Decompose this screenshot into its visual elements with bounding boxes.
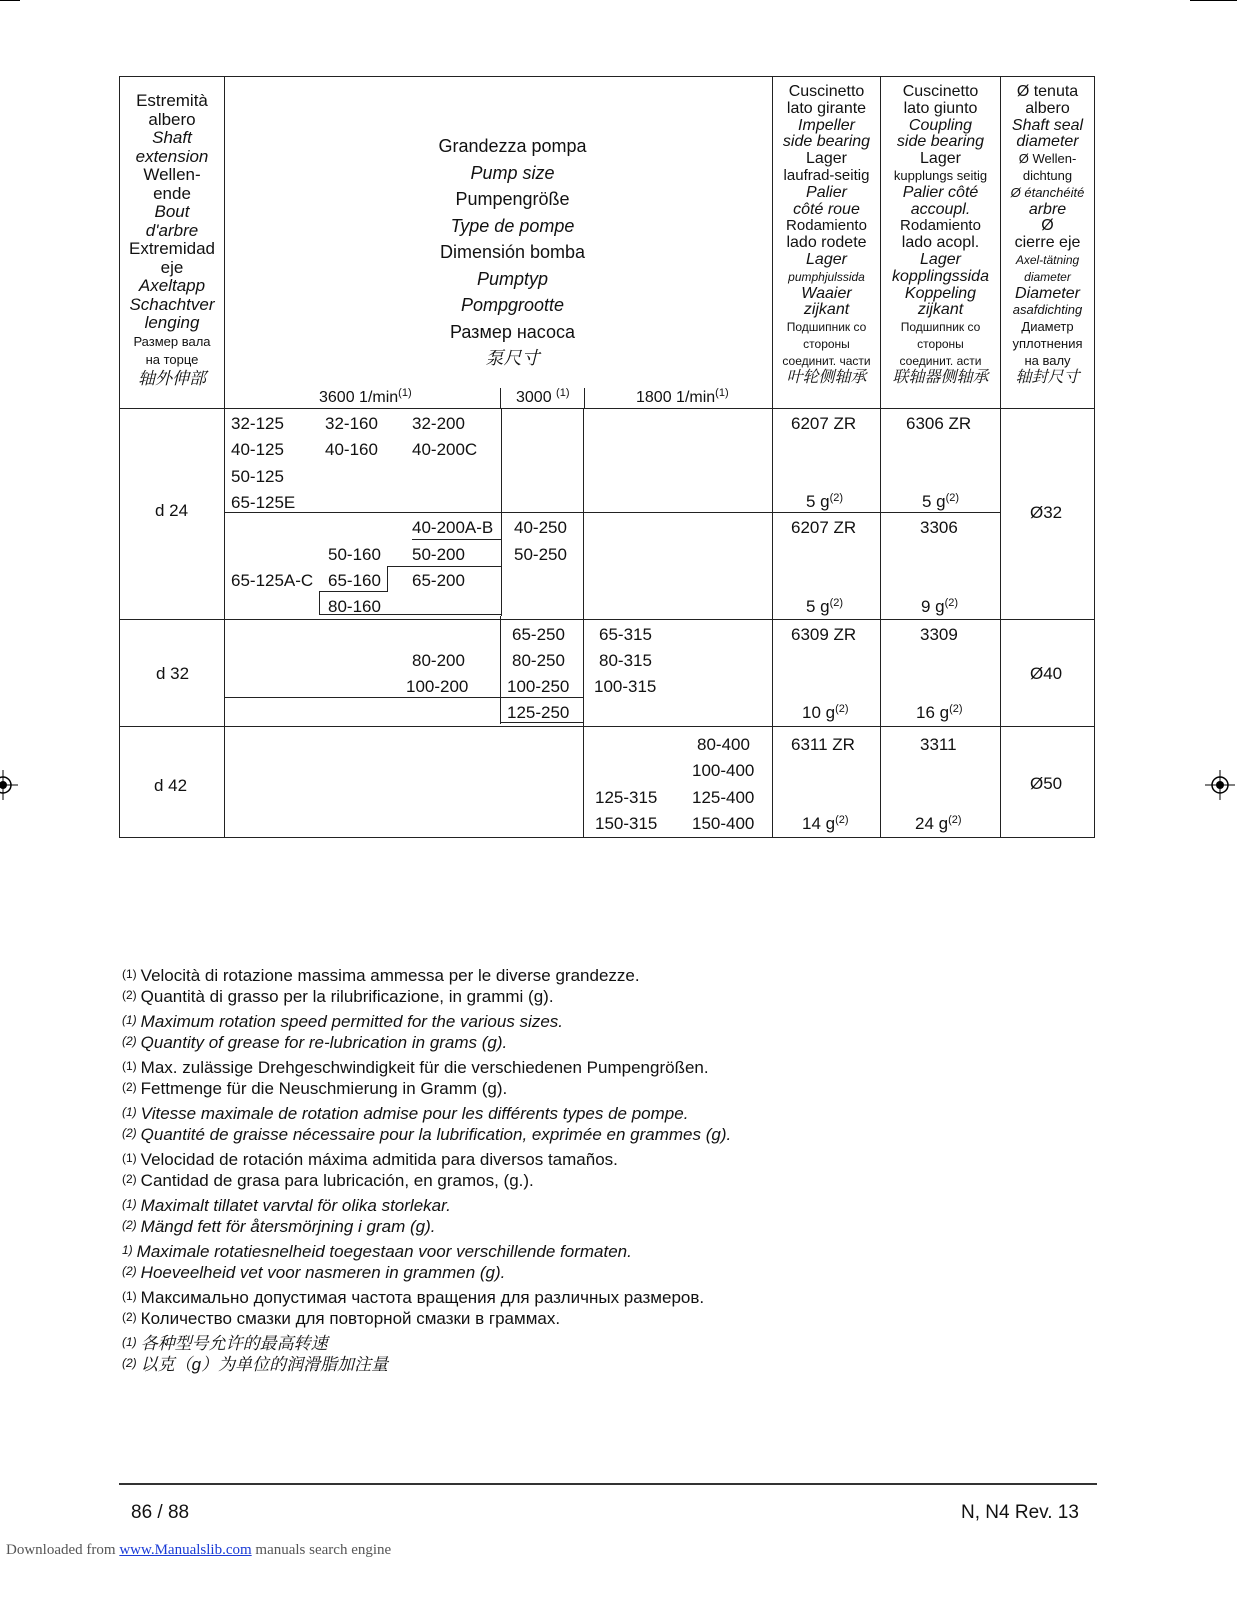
pump-size-cell: 65-315 [599, 625, 652, 644]
footnote-group-fr [122, 1102, 731, 1144]
header-shaft-extension: Estremità albero Shaft extension Wellen- ende Bout d'arbre Extremidad eje Axeltapp Schachtver lenging Размер вала на торце 轴外伸部 [129, 91, 215, 388]
footnote-line: (1) Maximalt tillatet varvtal för olika storlekar. [122, 1196, 451, 1215]
pump-size-cell: 32-200 [412, 414, 465, 433]
footnote-line: (1) Velocità di rotazione massima ammessa per le diverse grandezze. [122, 966, 640, 985]
header-pump-size: Grandezza pompa Pump size Pumpengröße Type de pompe Dimensión bomba Pumptyp Pompgrootte Размер насоса 泵尺寸 [438, 136, 587, 368]
pump-size-cell: 40-200A-B [412, 518, 494, 537]
document-revision: N, N4 Rev. 13 [961, 1502, 1079, 1523]
pump-size-cell: 32-160 [325, 414, 378, 433]
footnote-group-en [122, 1010, 731, 1052]
footnote-line: (2) Cantidad de grasa para lubricación, en gramos, (g.). [122, 1171, 534, 1190]
impeller-bearing-value: 6311 ZR [791, 735, 855, 754]
pump-size-cell: 80-200 [412, 651, 465, 670]
coupling-grease-value: 9 $g^{(2)}$ [921, 597, 959, 616]
download-credit-text: Downloaded from [6, 1542, 116, 1558]
footnote-group-es [122, 1148, 731, 1190]
pump-size-cell: 100-200 [406, 677, 469, 696]
impeller-bearing-value: 6207 ZR [791, 518, 857, 537]
footnote-line: (1) Максимально допустимая частота вращения для различных размеров. [122, 1288, 705, 1307]
pump-size-cell: 40-125 [231, 440, 284, 459]
footnote-line: (1) Vitesse maximale de rotation admise pour les différents types de pompe. [122, 1104, 689, 1123]
footnote-line: (2) Quantity of grease for re-lubrication in grams (g). [122, 1033, 508, 1052]
shaft-label-d24: d 24 [155, 501, 189, 520]
header-impeller-bearing: Cuscinetto lato girante Impeller side bearing Lager laufrad-seitig Palier côté roue Rodamiento lado rodete Lager pumphjulssida Waaier zijkant Подшипник со стороны соединит. части 叶轮侧轴承 [782, 83, 871, 386]
coupling-bearing-value: 6306 ZR [906, 414, 972, 433]
pump-size-cell: 65-250 [512, 625, 565, 644]
footnote-line: (2) Количество смазки для повторной смазки в граммах. [122, 1309, 561, 1328]
download-credit-engine: manuals search engine [255, 1542, 392, 1558]
impeller-grease-value: 5 $g^{(2)}$ [806, 492, 844, 511]
impeller-grease-value: 10 $g^{(2)}$ [802, 703, 849, 722]
footnote-line: (1) 各种型号允许的最高转速 [122, 1334, 328, 1353]
footnote-line: 1) Maximale rotatiesnelheid toegestaan voor verschillende formaten. [122, 1242, 632, 1261]
download-credit [6, 1542, 391, 1559]
header-speed-3600: 3600 $1/\min^{(1)}$ [319, 387, 412, 406]
footnotes [122, 964, 731, 1378]
impeller-grease-value: 5 $g^{(2)}$ [806, 597, 844, 616]
pump-size-cell: 50-250 [514, 545, 567, 564]
footnote-line: (2) Quantità di grasso per la rilubrificazione, in grammi (g). [122, 987, 554, 1006]
impeller-bearing-value: 6309 ZR [791, 625, 857, 644]
header-speed-1800: 1800 $1/\min^{(1)}$ [636, 387, 729, 406]
pump-size-cell: 150-400 [692, 814, 755, 833]
pump-size-cell: 100-400 [692, 761, 755, 780]
pump-size-cell: 100-250 [507, 677, 570, 696]
pump-size-cell: 150-315 [595, 814, 658, 833]
pump-size-cell: 50-200 [412, 545, 465, 564]
footnote-group-zh [122, 1332, 731, 1374]
pump-size-cell: 100-315 [594, 677, 657, 696]
pump-size-cell: 50-160 [328, 545, 381, 564]
footnote-group-it [122, 964, 731, 1006]
pump-size-cell: 40-200C [412, 440, 478, 459]
impeller-bearing-value: 6207 ZR [791, 414, 857, 433]
pump-size-cell: 65-160 [328, 571, 381, 590]
seal-d42: Ø50 [1030, 774, 1063, 793]
coupling-grease-value: 24 $g^{(2)}$ [915, 814, 962, 833]
pump-size-cell: 125-400 [692, 788, 755, 807]
pump-size-cell: 80-250 [512, 651, 565, 670]
footer-rule [119, 1483, 1097, 1485]
pump-size-cell: 125-250 [507, 703, 570, 722]
seal-d24: Ø32 [1030, 503, 1063, 522]
footnote-line: (1) Velocidad de rotación máxima admitida para diversos tamaños. [122, 1150, 618, 1169]
shaft-label-d32: d 32 [156, 664, 190, 683]
pump-size-cell: 65-200 [412, 571, 465, 590]
footnote-line: (2) Quantité de graisse nécessaire pour la lubrification, exprimée en grammes (g). [122, 1125, 732, 1144]
header-coupling-bearing: Cuscinetto lato giunto Coupling side bearing Lager kupplungs seitig Palier côté accoupl. Rodamiento lado acopl. Lager kopplingssida Koppeling zijkant Подшипник со стороны соединит. асти 联轴器侧轴承 [892, 83, 989, 386]
pump-size-cell: 125-315 [595, 788, 658, 807]
impeller-grease-value: 14 $g^{(2)}$ [802, 814, 849, 833]
footnote-line: (2) 以克（g）为单位的润滑脂加注量 [122, 1355, 389, 1374]
shaft-label-d42: d 42 [154, 776, 188, 795]
coupling-grease-value: 5 $g^{(2)}$ [922, 492, 960, 511]
page-number: 86 / 88 [131, 1502, 190, 1523]
footnote-group-de [122, 1056, 731, 1098]
footnote-line: (2) Hoeveelheid vet voor nasmeren in grammen (g). [122, 1263, 506, 1282]
footnote-line: (1) Maximum rotation speed permitted for the various sizes. [122, 1012, 564, 1031]
pump-size-cell: 65-125E [231, 493, 296, 512]
footnote-group-nl [122, 1240, 731, 1282]
pump-size-cell: 65-125A-C [231, 571, 314, 590]
pump-size-cell: 80-400 [697, 735, 750, 754]
pump-size-cell: 40-250 [514, 518, 567, 537]
header-shaft-seal: Ø tenuta albero Shaft seal diameter Ø Wellen- dichtung Ø étanchéité arbre Ø cierre eje Axel-tätning diameter Diameter asafdichting Диаметр уплотнения на валу 轴封尺寸 [1010, 83, 1085, 386]
pump-size-cell: 40-160 [325, 440, 378, 459]
footnote-group-sv [122, 1194, 731, 1236]
pump-size-cell: 32-125 [231, 414, 284, 433]
pump-size-cell: 80-160 [328, 597, 381, 616]
footnote-line: (2) Fettmenge für die Neuschmierung in Gramm (g). [122, 1079, 508, 1098]
footnote-line: (1) Max. zulässige Drehgeschwindigkeit für die verschiedenen Pumpengrößen. [122, 1058, 709, 1077]
header-speed-3000: 3000 $^{(1)}$ [516, 387, 570, 406]
seal-d32: Ø40 [1030, 664, 1063, 683]
manualslib-link[interactable]: www.Manualslib.com [119, 1542, 252, 1558]
coupling-bearing-value: 3311 [920, 735, 957, 754]
footnote-line: (2) Mängd fett för återsmörjning i gram (g). [122, 1217, 436, 1236]
footnote-group-ru [122, 1286, 731, 1328]
coupling-grease-value: 16 $g^{(2)}$ [916, 703, 963, 722]
coupling-bearing-value: 3306 [920, 518, 958, 537]
coupling-bearing-value: 3309 [920, 625, 958, 644]
pump-size-cell: 80-315 [599, 651, 652, 670]
pump-size-cell: 50-125 [231, 467, 284, 486]
